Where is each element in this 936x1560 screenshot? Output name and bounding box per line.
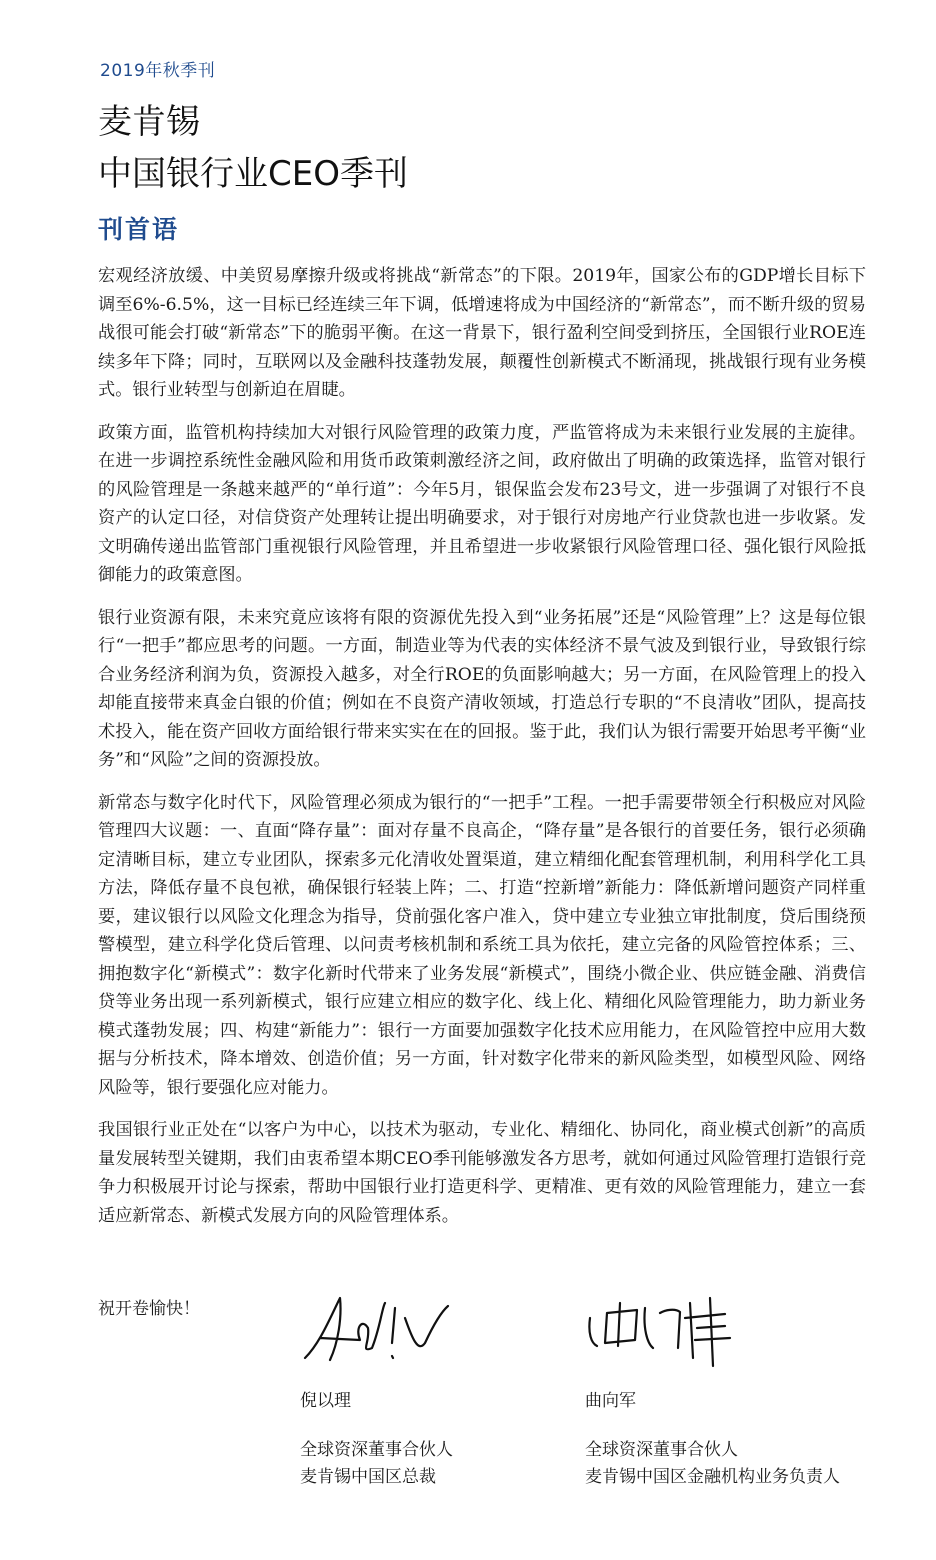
paragraph: 宏观经济放缓、中美贸易摩擦升级或将挑战“新常态”的下限。2019年，国家公布的GDP增长目标下调至6%-6.5%，这一目标已经连续三年下调，低增速将成为中国经济的“新常态”，而不断升级的贸易战很可能会打破“新常态”下的脆弱平衡。在这一背景下，银行盈利空间受到挤压，全国银行业ROE连续多年下降；同时，互联网以及金融科技蓬勃发展，颠覆性创新模式不断涌现，挑战银行现有业务模式。银行业转型与创新迫在眉睫。 <box>98 266 866 400</box>
signature-ni-yili <box>300 1288 460 1368</box>
signatory-2 <box>585 1388 840 1491</box>
brand-name: 麦肯锡 <box>98 102 200 142</box>
signatory-1 <box>300 1388 453 1491</box>
signature-qu-xiangjun <box>585 1288 745 1368</box>
signatory-title: 麦肯锡中国区金融机构业务负责人 <box>585 1467 840 1487</box>
paragraph: 银行业资源有限，未来究竟应该将有限的资源优先投入到“业务拓展”还是“风险管理”上？这是每位银行“一把手”都应思考的问题。一方面，制造业等为代表的实体经济不景气波及到银行业，导致银行综合业务经济利润为负，资源投入越多，对全行ROE的负面影响越大；另一方面，在风险管理上的投入却能直接带来真金白银的价值；例如在不良资产清收领域，打造总行专职的“不良清收”团队，提高技术投入，能在资产回收方面给银行带来实实在在的回报。鉴于此，我们认为银行需要开始思考平衡“业务”和“风险”之间的资源投放。 <box>98 607 866 770</box>
signatory-title: 全球资深董事合伙人 <box>300 1440 453 1460</box>
paragraph: 政策方面，监管机构持续加大对银行风险管理的政策力度，严监管将成为未来银行业发展的主旋律。在进一步调控系统性金融风险和用货币政策刺激经济之间，政府做出了明确的政策选择，监管对银行的风险管理是一条越来越严的“单行道”：今年5月，银保监会发布23号文，进一步强调了对银行不良资产的认定口径，对信贷资产处理转让提出明确要求，对于银行对房地产行业贷款也进一步收紧。发文明确传递出监管部门重视银行风险管理，并且希望进一步收紧银行风险管理口径、强化银行风险抵御能力的政策意图。 <box>98 422 866 585</box>
publication-name: 中国银行业CEO季刊 <box>98 154 408 194</box>
closing-greeting: 祝开卷愉快！ <box>98 1299 200 1319</box>
paragraph: 我国银行业正处在“以客户为中心，以技术为驱动，专业化、精细化、协同化，商业模式创新”的高质量发展转型关键期，我们由衷希望本期CEO季刊能够激发各方思考，就如何通过风险管理打造银行竞争力积极展开讨论与探索，帮助中国银行业打造更科学、更精准、更有效的风险管理能力，建立一套适应新常态、新模式发展方向的风险管理体系。 <box>98 1120 866 1226</box>
signatory-name: 曲向军 <box>585 1391 636 1411</box>
signatory-title: 全球资深董事合伙人 <box>585 1440 738 1460</box>
signatory-title: 麦肯锡中国区总裁 <box>300 1467 436 1487</box>
signatory-name: 倪以理 <box>300 1391 351 1411</box>
paragraph: 新常态与数字化时代下，风险管理必须成为银行的“一把手”工程。一把手需要带领全行积极应对风险管理四大议题：一、直面“降存量”：面对存量不良高企，“降存量”是各银行的首要任务，银行必须确定清晰目标，建立专业团队，探索多元化清收处置渠道，建立精细化配套管理机制，利用科学化工具方法，降低存量不良包袱，确保银行轻装上阵；二、打造“控新增”新能力：降低新增问题资产同样重要，建议银行以风险文化理念为指导，贷前强化客户准入，贷中建立专业独立审批制度，贷后围绕预警模型，建立科学化贷后管理、以问责考核机制和系统工具为依托，建立完备的风险管控体系；三、拥抱数字化“新模式”：数字化新时代带来了业务发展“新模式”，围绕小微企业、供应链金融、消费信贷等业务出现一系列新模式，银行应建立相应的数字化、线上化、精细化风险管理能力，助力新业务模式蓬勃发展；四、构建“新能力”：银行一方面要加强数字化技术应用能力，在风险管控中应用大数据与分析技术，降本增效、创造价值；另一方面，针对数字化带来的新风险类型，如模型风险、网络风险等，银行要强化应对能力。 <box>98 792 866 1098</box>
issue-label: 2019年秋季刊 <box>100 61 216 81</box>
publication-title <box>98 96 408 200</box>
section-title: 刊首语 <box>98 215 180 244</box>
foreword-body <box>98 262 866 1244</box>
